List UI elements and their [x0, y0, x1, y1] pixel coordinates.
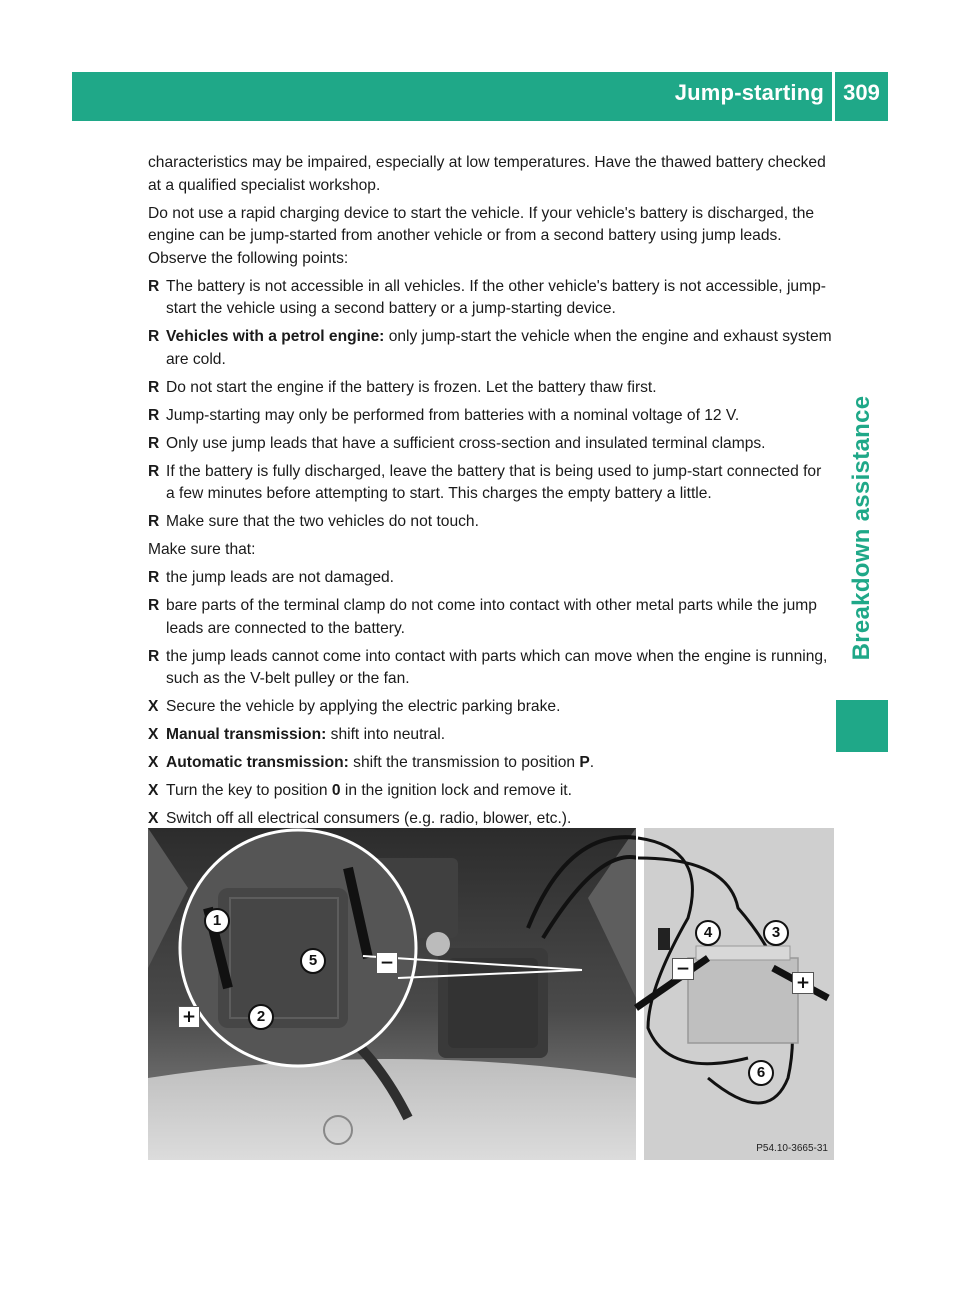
- plus-terminal-label: +: [792, 972, 814, 994]
- step-marker: X: [148, 726, 159, 743]
- side-tab-label: Breakdown assistance: [848, 395, 875, 661]
- callout-2: 2: [248, 1004, 274, 1030]
- jump-start-figure: [148, 828, 834, 1160]
- step-marker: X: [148, 782, 159, 799]
- figure-code: P54.10-3665-31: [756, 1143, 828, 1154]
- step-item: X Automatic transmission: shift the transmission to position P.: [148, 752, 834, 775]
- list-item: R The battery is not accessible in all vehicles. If the other vehicle's battery is not accessible, jump-start the vehicle using a second battery or a jump-starting device.: [148, 277, 826, 317]
- step-item: X Manual transmission: shift into neutral.: [148, 724, 834, 747]
- page-number: 309: [843, 80, 880, 105]
- bullet-marker: R: [148, 378, 160, 396]
- list-item: R Vehicles with a petrol engine: only jump-start the vehicle when the engine and exhaust system are cold.: [148, 328, 832, 368]
- list-item: R the jump leads cannot come into contact with parts which can move when the engine is running, such as the V-belt pulley or the fan.: [148, 647, 828, 687]
- list-item: R bare parts of the terminal clamp do not come into contact with other metal parts while the jump leads are connected to the battery.: [148, 597, 817, 637]
- bullet-marker: R: [148, 569, 160, 586]
- callout-4: 4: [695, 920, 721, 946]
- minus-terminal-label: −: [672, 958, 694, 980]
- page-body: [148, 152, 834, 865]
- paragraph: characteristics may be impaired, especially at low temperatures. Have the thawed battery checked at a qualified specialist workshop.: [148, 154, 826, 194]
- callout-6: 6: [748, 1060, 774, 1086]
- bullet-marker: R: [148, 328, 160, 345]
- step-marker: X: [148, 698, 159, 715]
- bullet-marker: R: [148, 513, 160, 530]
- list-item: R Only use jump leads that have a sufficient cross-section and insulated terminal clamps.: [148, 433, 834, 456]
- list-item: R Jump-starting may only be performed from batteries with a nominal voltage of 12 V.: [148, 405, 834, 428]
- section-title: Jump-starting: [674, 80, 824, 105]
- callout-3: 3: [763, 920, 789, 946]
- engine-bay-illustration: [148, 828, 834, 1160]
- callout-5: 5: [300, 948, 326, 974]
- paragraph: Do not use a rapid charging device to start the vehicle. If your vehicle's battery is discharged, the engine can be jump-started from another vehicle or from a second battery using jump leads. Observe the following points:: [148, 204, 815, 267]
- minus-terminal-label: −: [376, 952, 398, 974]
- step-marker: X: [148, 754, 159, 771]
- step-item: X Turn the key to position 0 in the ignition lock and remove it.: [148, 780, 834, 803]
- callout-1: 1: [204, 908, 230, 934]
- bullet-marker: R: [148, 647, 160, 665]
- step-marker: X: [148, 810, 159, 827]
- paragraph: Make sure that:: [148, 541, 256, 558]
- list-item: R Make sure that the two vehicles do not touch.: [148, 511, 834, 534]
- bullet-marker: R: [148, 434, 160, 452]
- list-item: R the jump leads are not damaged.: [148, 567, 834, 590]
- bullet-marker: R: [148, 597, 160, 614]
- list-item: R If the battery is fully discharged, leave the battery that is being used to jump-start connected for a few minutes before attempting to start. This charges the empty battery a little.: [148, 462, 822, 502]
- bullet-marker: R: [148, 277, 160, 295]
- list-item: R Do not start the engine if the battery is frozen. Let the battery thaw first.: [148, 377, 834, 400]
- side-tab-marker: [836, 700, 888, 752]
- bullet-marker: R: [148, 406, 160, 424]
- step-item: X Secure the vehicle by applying the electric parking brake.: [148, 696, 834, 719]
- step-item: X Switch off all electrical consumers (e.g. radio, blower, etc.).: [148, 808, 834, 831]
- bullet-marker: R: [148, 462, 160, 480]
- plus-terminal-label: +: [178, 1006, 200, 1028]
